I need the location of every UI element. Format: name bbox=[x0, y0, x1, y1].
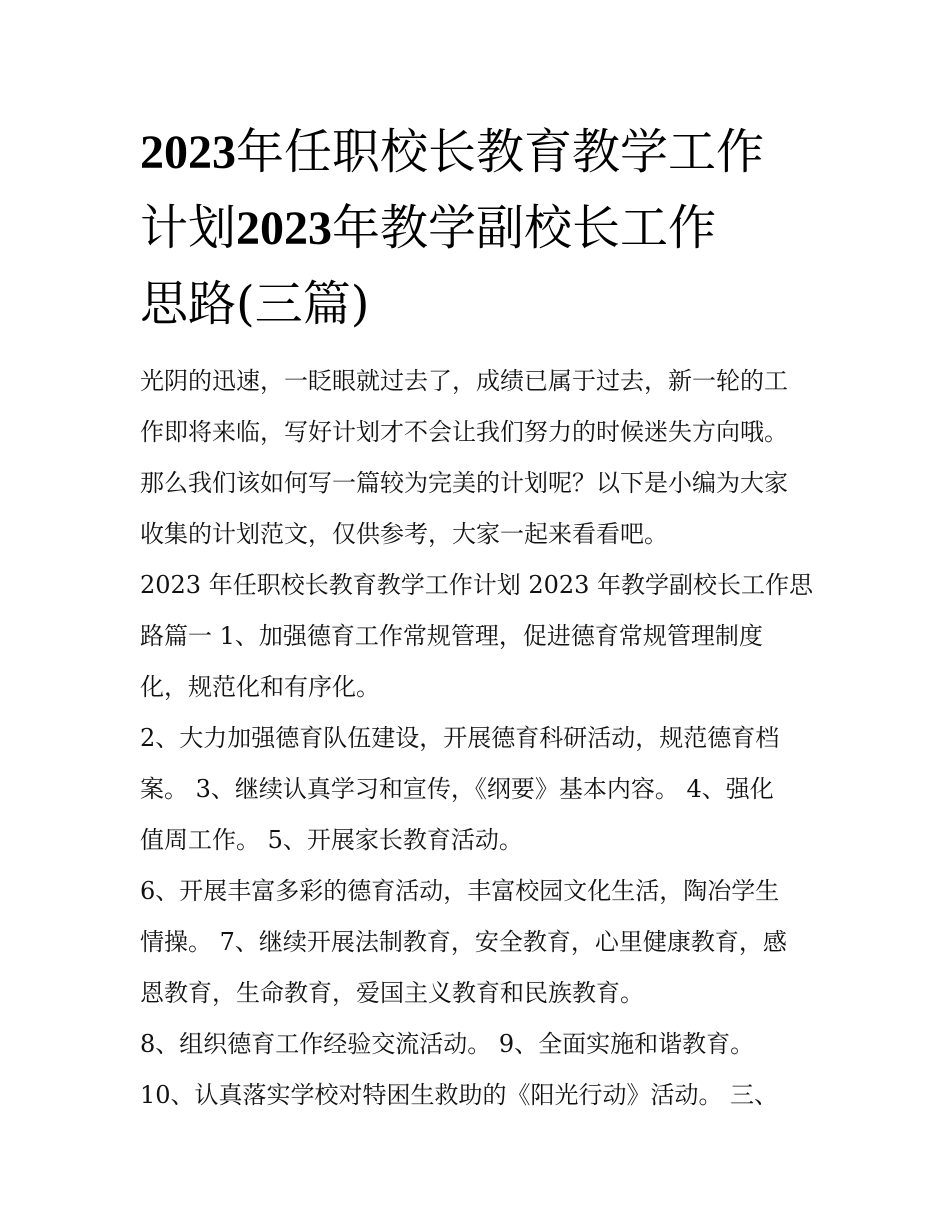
document-body bbox=[140, 356, 830, 1121]
body-line: 恩教育，生命教育，爱国主义教育和民族教育。 bbox=[140, 979, 644, 1007]
body-line: 10、认真落实学校对特困生救助的《阳光行动》活动。 三、 bbox=[140, 1081, 779, 1109]
body-line: 案。 3、继续认真学习和宣传，《纲要》基本内容。 4、强化 bbox=[140, 775, 774, 803]
title-line-1 bbox=[140, 114, 830, 190]
title-line-2 bbox=[140, 190, 830, 266]
body-line: 2、大力加强德育队伍建设，开展德育科研活动，规范德育档 bbox=[140, 724, 780, 752]
body-line: 光阴的迅速，一眨眼就过去了，成绩已属于过去，新一轮的工 bbox=[140, 367, 788, 395]
title-year: 2023 bbox=[140, 126, 236, 179]
title-text: 年教学副校长工作 bbox=[332, 200, 717, 256]
body-line: 值周工作。 5、开展家长教育活动。 bbox=[140, 826, 523, 854]
body-line: 6、开展丰富多彩的德育活动，丰富校园文化生活，陶冶学生 bbox=[140, 877, 780, 905]
title-year: 2023 bbox=[236, 202, 333, 255]
body-line: 那么我们该如何写一篇较为完美的计划呢？以下是小编为大家 bbox=[140, 469, 788, 497]
body-line: 2023 年任职校长教育教学工作计划 2023 年教学副校长工作思 bbox=[140, 571, 814, 599]
body-line: 收集的计划范文，仅供参考，大家一起来看看吧。 bbox=[140, 520, 668, 548]
body-line: 化，规范化和有序化。 bbox=[140, 673, 380, 701]
title-text: 计划 bbox=[140, 200, 237, 256]
title-text: 年任职校长教育教学工作 bbox=[236, 124, 765, 180]
body-line: 作即将来临，写好计划才不会让我们努力的时候迷失方向哦。 bbox=[140, 418, 788, 446]
body-line: 路篇一 1、加强德育工作常规管理，促进德育常规管理制度 bbox=[140, 622, 763, 650]
title-text: 思路(三篇) bbox=[140, 276, 370, 332]
body-line: 8、组织德育工作经验交流活动。 9、全面实施和谐教育。 bbox=[140, 1030, 755, 1058]
body-line: 情操。 7、继续开展法制教育，安全教育，心里健康教育，感 bbox=[140, 928, 787, 956]
title-line-3 bbox=[140, 266, 830, 342]
document-title bbox=[140, 114, 830, 342]
